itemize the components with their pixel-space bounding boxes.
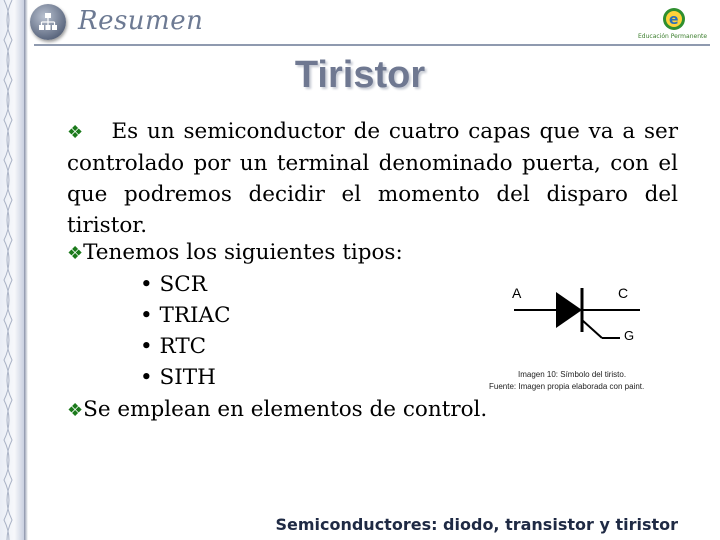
cathode-label: C: [618, 285, 629, 301]
types-intro: Tenemos los siguientes tipos:: [83, 240, 403, 265]
description-paragraph: [67, 116, 678, 241]
type-item-rtc: • RTC: [140, 334, 207, 359]
diamond-bullet-icon: ❖: [67, 122, 86, 143]
closing-line: [67, 397, 487, 422]
gate-label: G: [624, 328, 635, 343]
header-title: Resumen: [78, 6, 204, 36]
image-caption: Imagen 10: Símbolo del tiristo.: [518, 370, 627, 379]
type-item-sith: • SITH: [140, 365, 216, 390]
thyristor-symbol-diagram: [500, 278, 670, 348]
diamond-bullet-icon: ❖: [67, 400, 84, 421]
page-title: Tiristor: [294, 54, 426, 96]
header-divider: [34, 44, 710, 46]
anode-label: A: [512, 285, 522, 301]
type-item-scr: • SCR: [140, 272, 207, 297]
sitemap-icon: [30, 4, 66, 40]
description-text: Es un semiconductor de cuatro capas que va a ser controlado por un terminal denominado puerta, con el que podremos decidir el momento del disparo del tiristor.: [67, 119, 678, 238]
svg-text:e: e: [669, 12, 679, 28]
footer-text: Semiconductores: diodo, transistor y tiristor: [275, 515, 678, 534]
type-item-triac: • TRIAC: [140, 303, 231, 328]
diamond-bullet-icon: ❖: [67, 243, 84, 264]
logo-text: Educación Permanente: [638, 33, 708, 40]
types-intro-line: [67, 240, 403, 265]
image-source: Fuente: Imagen propia elaborada con paint.: [489, 382, 645, 391]
closing-text: Se emplean en elementos de control.: [83, 397, 488, 422]
